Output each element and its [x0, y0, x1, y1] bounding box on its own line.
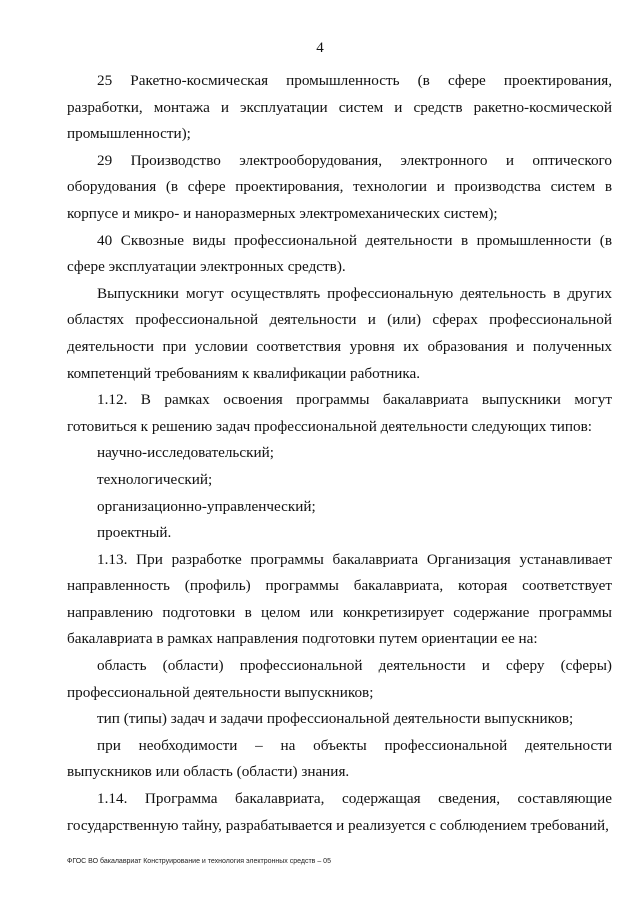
paragraph-graduates-other-areas: Выпускники могут осуществлять профессиональную деятельность в других областях профессиональной деятельности и (или) сферах профессиональной деятельности при условии соответствия уровня их образования и полученных компетенций требованиям к квалификации работника.: [67, 284, 612, 382]
paragraph-industry-40: 40 Сквозные виды профессиональной деятельности в промышленности (в сфере эксплуатации электронных средств).: [67, 231, 612, 276]
paragraph-focus-areas: область (области) профессиональной деятельности и сферу (сферы) профессиональной деятельности выпускников;: [67, 657, 612, 701]
paragraph-section-1-13: 1.13. При разработке программы бакалавриата Организация устанавливает направленность (профиль) программы бакалавриата, которая соответствует направлению подготовки в целом или конкретизирует содержание программы бакалавриата в рамках направления подготовки путем ориентации ее на:: [67, 550, 612, 648]
task-type-technological: технологический;: [97, 470, 213, 488]
task-type-design: проектный.: [97, 524, 172, 542]
task-type-organizational: организационно-управленческий;: [97, 497, 316, 515]
page-number: 4: [316, 40, 324, 56]
paragraph-section-1-12: 1.12. В рамках освоения программы бакалавриата выпускники могут готовиться к решению задач профессиональной деятельности следующих типов:: [67, 391, 612, 435]
paragraph-focus-objects: при необходимости – на объекты профессиональной деятельности выпускников или область (области) знания.: [67, 736, 612, 781]
document-body: [67, 68, 612, 839]
page-footer: ФГОС ВО бакалавриат Конструирование и технология электронных средств – 05: [67, 858, 331, 865]
paragraph-industry-29: 29 Производство электрооборудования, электронного и оптического оборудования (в сфере проектирования, технологии и производства систем в корпусе и микро- и наноразмерных электромеханических систем);: [67, 151, 612, 222]
task-type-research: научно-исследовательский;: [97, 444, 274, 462]
paragraph-industry-25: 25 Ракетно-космическая промышленность (в сфере проектирования, разработки, монтажа и эксплуатации систем и средств ракетно-космической промышленности);: [67, 72, 612, 143]
paragraph-section-1-14: 1.14. Программа бакалавриата, содержащая сведения, составляющие государственную тайну, разрабатывается и реализуется с соблюдением требований,: [67, 790, 612, 834]
paragraph-focus-tasks: тип (типы) задач и задачи профессиональной деятельности выпускников;: [97, 710, 574, 728]
